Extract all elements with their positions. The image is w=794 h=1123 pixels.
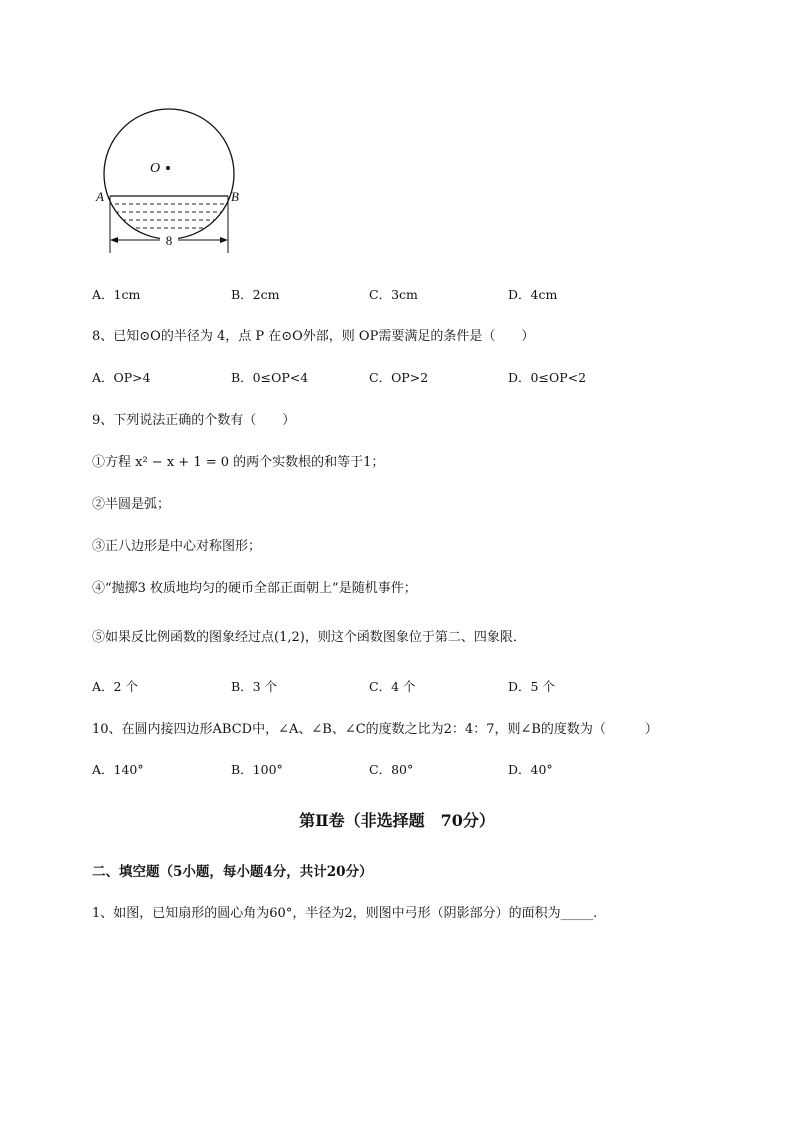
q9-option-c: C．4 个	[369, 679, 416, 694]
q10-option-b: B．100°	[231, 762, 283, 777]
point-a-label: A	[96, 189, 104, 204]
fill1-stem: 1、如图，已知扇形的圆心角为60°，半径为2，则图中弓形（阴影部分）的面积为_____.	[92, 906, 598, 921]
part2-title: 第Ⅱ卷（非选择题 70分）	[299, 811, 495, 830]
point-b-label: B	[231, 189, 239, 204]
center-label: O	[150, 161, 161, 176]
q9-item-3: ③正八边形是中心对称图形；	[92, 539, 262, 554]
q8-option-c: C．OP>2	[369, 370, 429, 385]
q10-option-a: A．140°	[92, 762, 144, 777]
q8-stem: 8、已知⊙O的半径为 4，点 P 在⊙O外部，则 OP需要满足的条件是（ ）	[92, 329, 535, 344]
section2-title: 二、填空题（5小题，每小题4分，共计20分）	[92, 864, 373, 880]
q7-option-a: A．1cm	[92, 287, 141, 302]
circle-chord-figure	[88, 95, 248, 265]
q7-option-d: D．4cm	[508, 287, 558, 302]
center-point	[166, 166, 170, 170]
shaded-segment	[108, 204, 233, 228]
q8-option-a: A．OP>4	[92, 370, 151, 385]
q10-stem: 10、在圆内接四边形ABCD中，∠A、∠B、∠C的度数之比为2：4：7，则∠B的度数为（ ）	[92, 722, 658, 737]
q7-option-b: B．2cm	[231, 287, 280, 302]
q9-item-4: ④“抛掷3 枚质地均匀的硬币全部正面朝上”是随机事件；	[92, 581, 417, 596]
q9-item-1: ①方程 x² − x + 1 = 0 的两个实数根的和等于1；	[92, 455, 385, 470]
dimension-label: 8	[165, 233, 173, 248]
q9-option-d: D．5 个	[508, 679, 555, 694]
q10-option-d: D．40°	[508, 762, 553, 777]
q10-option-c: C．80°	[369, 762, 414, 777]
circle-o	[104, 109, 234, 239]
q8-option-b: B．0≤OP<4	[231, 370, 309, 385]
q9-item-5: ⑤如果反比例函数的图象经过点(1,2)，则这个函数图象位于第二、四象限．	[92, 630, 526, 645]
q9-option-b: B．3 个	[231, 679, 278, 694]
q9-item-2: ②半圆是弧；	[92, 497, 171, 512]
q9-option-a: A．2 个	[92, 679, 138, 694]
q9-stem: 9、下列说法正确的个数有（ ）	[92, 413, 296, 428]
q7-option-c: C．3cm	[369, 287, 418, 302]
q8-option-d: D．0≤OP<2	[508, 370, 587, 385]
